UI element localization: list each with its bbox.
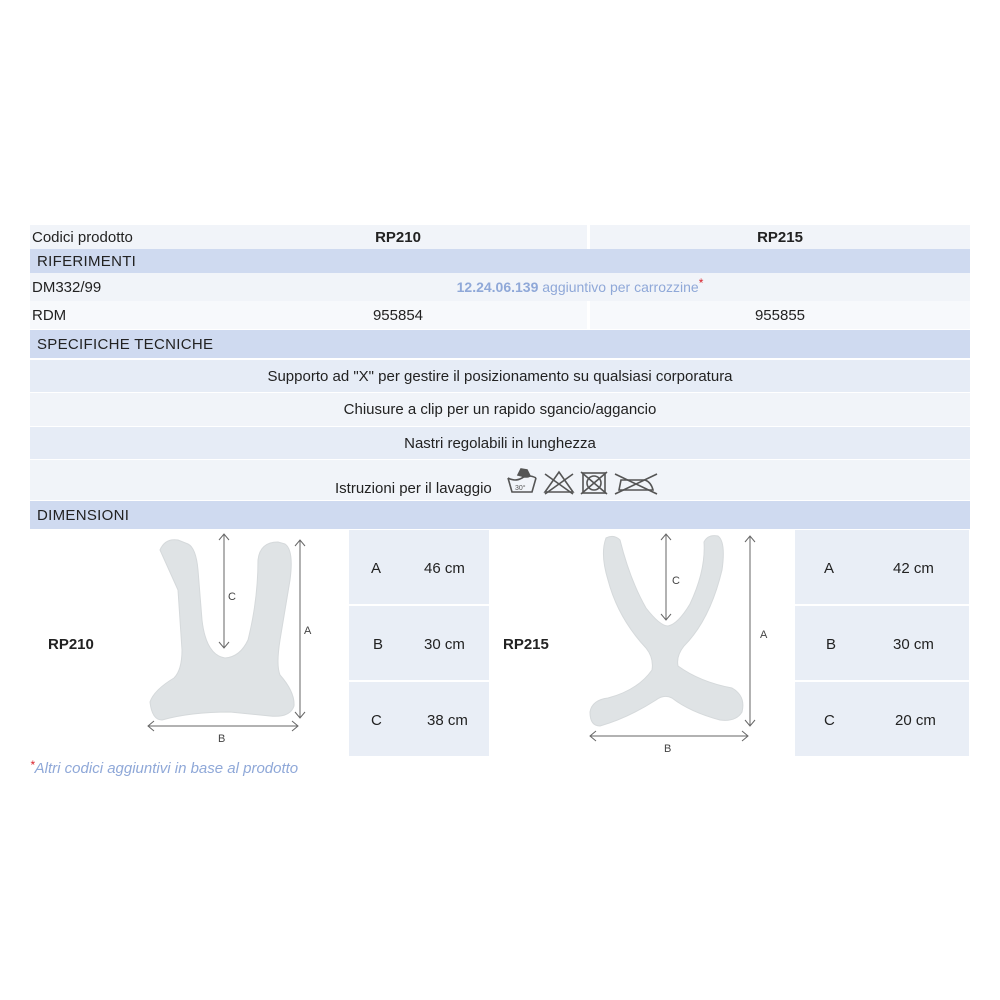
hand-wash-30-icon <box>508 469 536 492</box>
section-riferimenti <box>30 249 970 273</box>
no-iron-icon <box>615 474 657 494</box>
rdm-row <box>30 301 970 329</box>
section-title: DIMENSIONI <box>37 506 130 524</box>
dim-key: B <box>373 636 384 653</box>
spec-row <box>30 360 970 392</box>
rp215-label-c: C <box>672 575 680 587</box>
section-specifiche <box>30 330 970 358</box>
column-divider <box>587 301 590 329</box>
wash-row <box>30 460 970 500</box>
rp210-label-c: C <box>228 591 236 603</box>
dim-value: 42 cm <box>893 560 934 577</box>
rp210-label-a: A <box>304 625 312 637</box>
rp215-diagram <box>580 530 780 760</box>
dim-row-b <box>795 606 969 680</box>
dim-key: C <box>371 712 382 729</box>
spec-row <box>30 427 970 459</box>
dim-key: B <box>826 636 837 653</box>
dim-value: 38 cm <box>427 712 468 729</box>
dim-row-a <box>349 530 489 604</box>
spec-text: Nastri regolabili in lunghezza <box>404 434 596 452</box>
no-tumble-dry-icon <box>581 472 607 494</box>
dm-row <box>30 273 970 301</box>
section-title: SPECIFICHE TECNICHE <box>37 335 214 353</box>
spec-text: Chiusure a clip per un rapido sgancio/aggancio <box>343 401 657 418</box>
dm-value <box>180 273 980 301</box>
wash-label: Istruzioni per il lavaggio <box>335 479 492 497</box>
footnote-text: Altri codici aggiuntivi in base al prodotto <box>34 760 299 777</box>
dim-value: 30 cm <box>893 636 934 653</box>
header-label: Codici prodotto <box>32 228 133 246</box>
wash-icons <box>505 466 665 496</box>
footnote <box>30 760 298 777</box>
dim-key: A <box>824 560 835 577</box>
dim-value: 46 cm <box>424 560 465 577</box>
product-name-rp210: RP210 <box>48 636 94 653</box>
header-col-rp210: RP210 <box>375 228 421 246</box>
dim-row-a <box>795 530 969 604</box>
dm-asterisk: * <box>698 276 704 290</box>
product-name-rp215: RP215 <box>503 636 549 653</box>
header-row <box>30 225 970 249</box>
footnote-asterisk: * <box>30 758 35 772</box>
rp215-label-b: B <box>664 743 672 755</box>
dim-key: C <box>824 712 835 729</box>
column-divider <box>587 225 590 249</box>
rdm-value-rp215: 955855 <box>754 306 806 324</box>
section-title: RIFERIMENTI <box>37 252 137 270</box>
spec-row <box>30 393 970 426</box>
rp215-label-a: A <box>760 629 768 641</box>
header-col-rp215: RP215 <box>757 228 803 246</box>
wash-temp: 30° <box>515 485 526 492</box>
dm-text: aggiuntivo per carrozzine <box>538 279 699 295</box>
dim-row-b <box>349 606 489 680</box>
rdm-label: RDM <box>32 306 67 324</box>
dim-row-c <box>795 682 969 756</box>
dim-value: 20 cm <box>895 712 936 729</box>
dm-label: DM332/99 <box>32 278 102 296</box>
rp210-label-b: B <box>218 733 226 745</box>
dim-value: 30 cm <box>424 636 465 653</box>
dm-code: 12.24.06.139 <box>456 279 539 295</box>
rp210-shape <box>150 540 294 720</box>
rdm-value-rp210: 955854 <box>372 306 424 324</box>
rp210-diagram <box>140 530 340 750</box>
dim-key: A <box>371 560 382 577</box>
dim-row-c <box>349 682 489 756</box>
section-dimensioni <box>30 501 970 529</box>
no-bleach-icon <box>545 472 573 494</box>
spec-text: Supporto ad "X" per gestire il posizionamento su qualsiasi corporatura <box>267 367 733 385</box>
